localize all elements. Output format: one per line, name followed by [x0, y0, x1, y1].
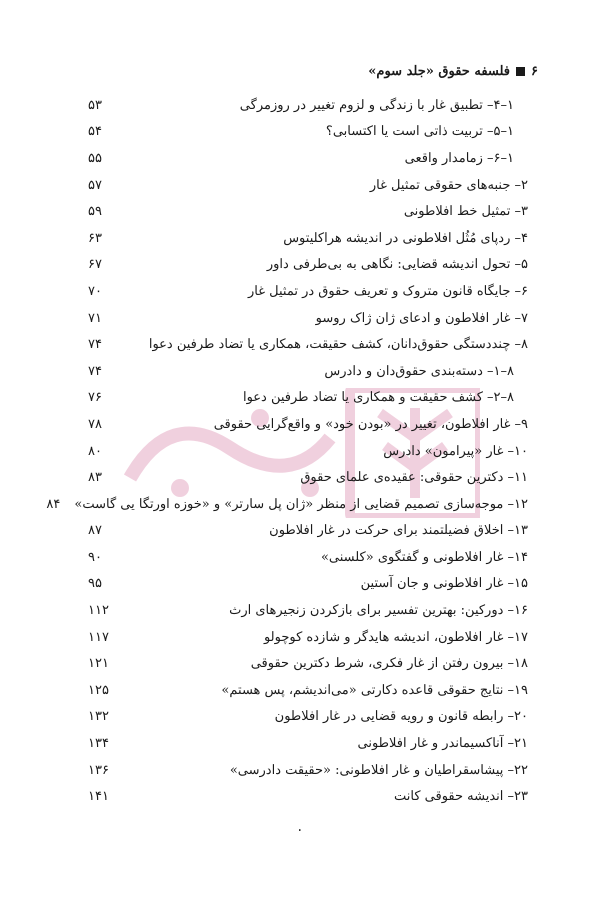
- toc-entry-page: ۱۳۴: [88, 736, 109, 752]
- toc-entry: [88, 358, 528, 385]
- toc-entry: [88, 92, 528, 119]
- toc-entry: [88, 305, 528, 332]
- toc-entry: [88, 145, 528, 172]
- toc-entry-page: ۸۰: [88, 443, 102, 459]
- toc-entry-title: ۱۴– غار افلاطونی و گفتگوی «کلسنی»: [320, 549, 528, 565]
- toc-entry-page: ۷۴: [88, 337, 102, 353]
- toc-entry: [88, 411, 528, 438]
- toc-entry-page: ۷۰: [88, 283, 102, 299]
- toc-entry-page: ۶۳: [88, 230, 102, 246]
- toc-entry-title: ۱–۵– تربیت ذاتی است یا اکتسابی؟: [325, 124, 514, 140]
- toc-entry-title: ۲۳– اندیشه حقوقی کانت: [393, 789, 528, 805]
- toc-entry: [88, 544, 528, 571]
- toc-entry-title: ۲– جنبه‌های حقوقی تمثیل غار: [369, 177, 528, 193]
- toc-entry-page: ۵۹: [88, 204, 102, 220]
- toc-entry-title: ۲۱– آناکسیماندر و غار افلاطونی: [357, 736, 528, 752]
- toc-entry-title: ۸–۲– کشف حقیقت و همکاری یا تضاد طرفین دعوا: [242, 390, 514, 406]
- toc-entry-page: ۸۴: [46, 496, 61, 512]
- toc-entry-title: ۱۷– غار افلاطون، اندیشه هایدگر و شازده کوچولو: [263, 629, 528, 645]
- footer-mark: ۰: [296, 822, 304, 838]
- toc-entry-title: ۱–۶– زمامدار واقعی: [404, 150, 514, 166]
- toc-entry-page: ۱۲۵: [88, 682, 109, 698]
- toc-entry-title: ۱۶– دورکین: بهترین تفسیر برای بازکردن زنجیرهای ارث: [229, 603, 528, 619]
- toc-entry-title: ۱۳– اخلاق فضیلتمند برای حرکت در غار افلاطون: [269, 523, 528, 539]
- toc-entry-page: ۵۵: [88, 150, 102, 166]
- toc-entry-title: ۱۸– بیرون رفتن از غار فکری، شرط دکترین حقوقی: [250, 656, 528, 672]
- toc-entry-title: ۲۲– پیشاسقراطیان و غار افلاطونی: «حقیقت دادرسی»: [229, 762, 528, 778]
- toc-entry-page: ۸۳: [88, 470, 102, 486]
- toc-entry-page: ۱۱۲: [88, 603, 109, 619]
- toc-entry-page: ۹۰: [88, 549, 102, 565]
- book-title: فلسفه حقوق «جلد سوم»: [368, 64, 511, 79]
- page-header: [368, 64, 538, 79]
- toc-entry: [88, 518, 528, 545]
- toc-entry: [88, 119, 528, 146]
- toc-entry-title: ۱۱– دکترین حقوقی: عقیده‌ی علمای حقوق: [300, 470, 528, 486]
- toc-entry: [88, 225, 528, 252]
- toc-entry-title: ۱۵– غار افلاطونی و جان آستین: [360, 576, 528, 592]
- toc-entry: [88, 172, 528, 199]
- toc-entry: [88, 278, 528, 305]
- toc-entry-page: ۷۶: [88, 390, 102, 406]
- toc-entry-page: ۹۵: [88, 576, 102, 592]
- toc-entry-page: ۵۷: [88, 177, 102, 193]
- toc-entry-title: ۸– چنددستگی حقوق‌دانان، کشف حقیقت، همکاری یا تضاد طرفین دعوا: [148, 337, 528, 353]
- toc-entry-page: ۵۳: [88, 97, 102, 113]
- toc-entry: [88, 464, 528, 491]
- toc-entry-title: ۲۰– رابطه قانون و رویه قضایی در غار افلاطون: [274, 709, 528, 725]
- table-of-contents: [46, 92, 528, 810]
- toc-entry-page: ۶۷: [88, 257, 102, 273]
- toc-entry-page: ۷۱: [88, 310, 102, 326]
- toc-entry-page: ۸۷: [88, 523, 102, 539]
- toc-entry-page: ۱۳۲: [88, 709, 109, 725]
- toc-entry-title: ۶– جایگاه قانون متروک و تعریف حقوق در تمثیل غار: [247, 283, 528, 299]
- square-bullet-icon: [516, 67, 525, 76]
- toc-entry-page: ۵۴: [88, 124, 102, 140]
- toc-entry-title: ۱۰– غار «پیرامون» دادرس: [383, 443, 528, 459]
- toc-entry-title: ۴– ردپای مُثُل افلاطونی در اندیشه هراکلیتوس: [283, 230, 528, 246]
- toc-entry: [88, 597, 528, 624]
- toc-entry-title: ۱–۴– تطبیق غار با زندگی و لزوم تغییر در روزمرگی: [239, 97, 514, 113]
- toc-entry-title: ۹– غار افلاطون، تغییر در «بودن خود» و واقع‌گرایی حقوقی: [213, 416, 528, 432]
- toc-entry-page: ۱۴۱: [88, 789, 109, 805]
- toc-entry: [88, 783, 528, 810]
- toc-entry: [88, 730, 528, 757]
- toc-entry-page: ۱۱۷: [88, 629, 109, 645]
- toc-entry-title: ۱۲– موجه‌سازی تصمیم قضایی از منظر «ژان پل سارتر» و «خوزه اورتگا یی گاست»: [74, 496, 528, 512]
- toc-entry: [88, 438, 528, 465]
- toc-entry: [88, 757, 528, 784]
- toc-entry-title: ۳– تمثیل خط افلاطونی: [403, 204, 528, 220]
- toc-entry: [88, 677, 528, 704]
- toc-entry: [88, 624, 528, 651]
- toc-entry-title: ۷– غار افلاطون و ادعای ژان ژاک روسو: [315, 310, 528, 326]
- toc-entry: [88, 198, 528, 225]
- toc-entry-title: ۱۹– نتایج حقوقی قاعده دکارتی «می‌اندیشم، پس هستم»: [221, 682, 528, 698]
- toc-entry: [88, 331, 528, 358]
- toc-entry: [88, 571, 528, 598]
- toc-entry-page: ۱۳۶: [88, 762, 109, 778]
- toc-entry: [88, 252, 528, 279]
- toc-entry-page: ۷۸: [88, 416, 102, 432]
- toc-entry: [88, 385, 528, 412]
- toc-entry-title: ۸–۱– دسته‌بندی حقوق‌دان و دادرس: [324, 363, 514, 379]
- toc-entry-page: ۷۴: [88, 363, 102, 379]
- toc-entry-page: ۱۲۱: [88, 656, 109, 672]
- page-number: ۶: [531, 64, 538, 79]
- toc-entry: [88, 704, 528, 731]
- toc-entry: [88, 650, 528, 677]
- toc-entry-title: ۵– تحول اندیشه قضایی: نگاهی به بی‌طرفی داور: [266, 257, 528, 273]
- toc-entry: [46, 491, 528, 518]
